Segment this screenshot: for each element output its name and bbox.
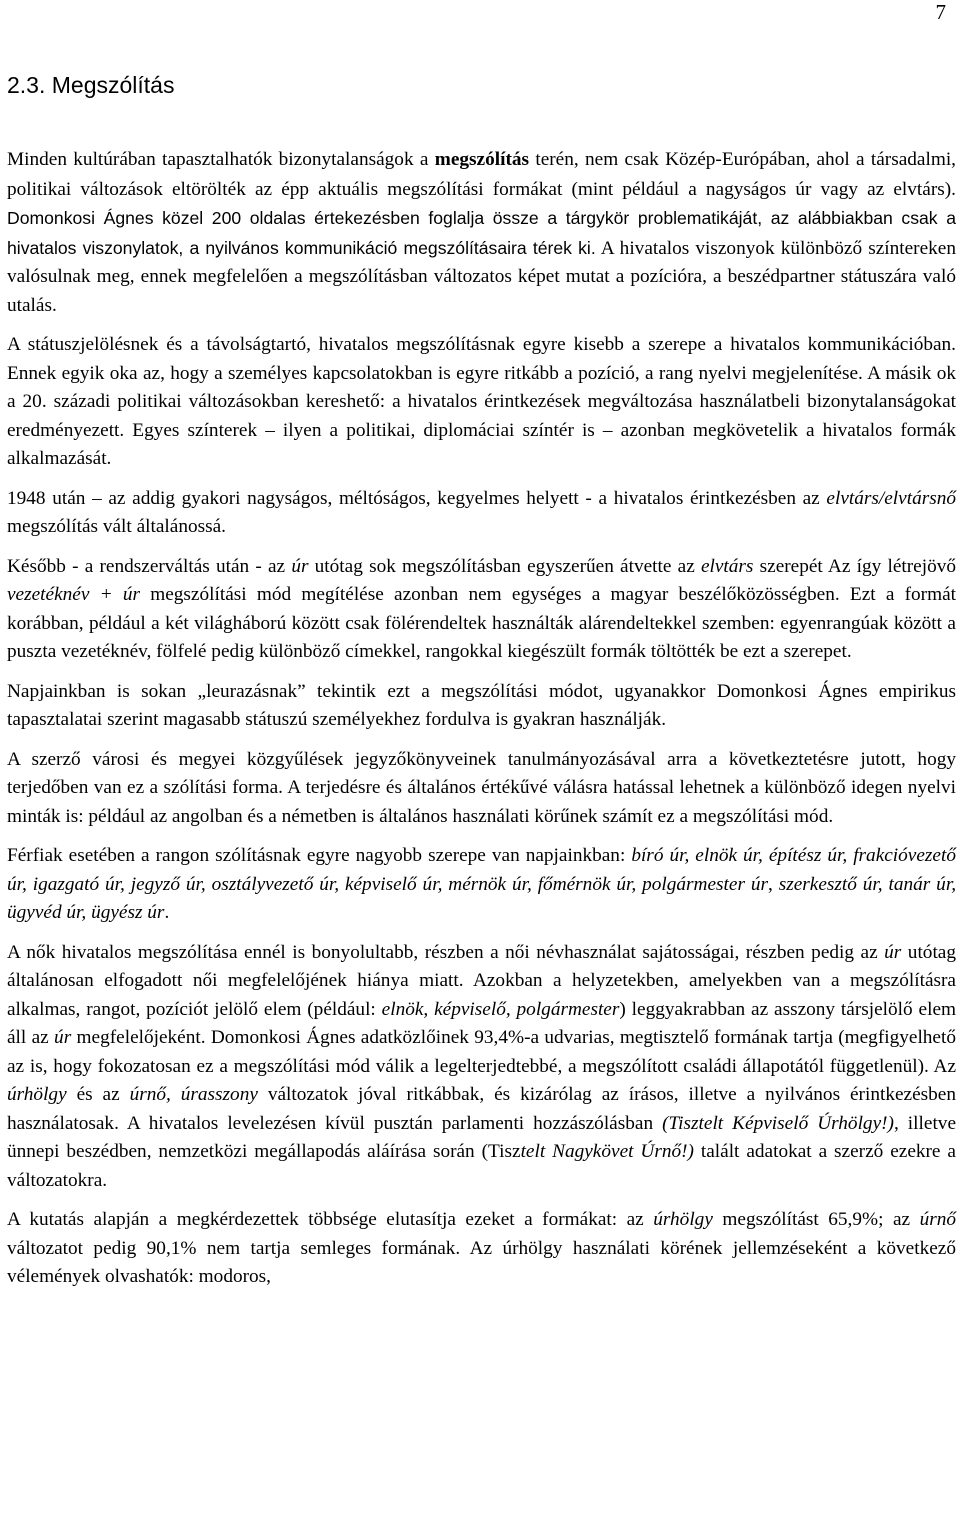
p8-text-g: megfelelőjeként. Domonkosi Ágnes adatközlőinek 93,4%-a udvarias, megtisztelő formának tartja (megfigyelhető az is, hogy fokozatosan ez a megszólítási mód válik a legelterjedtebbé, a megszólított családi állapotától függetlenül). Az	[7, 1027, 956, 1077]
p8-text-i: és az	[66, 1084, 130, 1105]
p9-text-e: változatot pedig 90,1% nem tartja semleges formának. Az úrhölgy használati körének jellemzéseként a következő vélemények olvashatók: modoros,	[7, 1237, 956, 1287]
paragraph-6: A szerző városi és megyei közgyűlések jegyzőkönyveinek tanulmányozásával arra a következtetésre jutott, hogy terjedőben van ez a szólítási forma. A terjedésre és általános értékűvé válásra hatással lehetnek a különböző idegen nyelvi minták is: például az angolban és a németben is általános használati körűnek számít ez a megszólítási mód.	[7, 748, 956, 827]
p8-text-m: , illetve ünnepi beszédben, nemzetközi megállapodás aláírása során (Tisz	[7, 1112, 956, 1162]
p9-italic-urno: úrnő	[919, 1209, 956, 1230]
p8-italic-urholgy: úrhölgy	[7, 1084, 67, 1105]
p4-italic-ur: úr	[291, 555, 309, 577]
p9-text-c: megszólítást 65,9%; az	[712, 1209, 920, 1230]
p8-italic-ur-1: úr	[884, 941, 902, 963]
paragraph-9	[7, 1206, 956, 1292]
p7-italic-titles-2: szerkesztő úr, tanár úr, ügyvéd úr, ügyész úr	[7, 873, 957, 923]
page-number: 7	[935, 0, 946, 24]
p8-text-o: talált adatokat a szerző ezekre a változatokra.	[7, 1141, 956, 1191]
p8-italic-quote-2: telt Nagykövet Úrnő!)	[520, 1141, 694, 1162]
p4-text-e: szerepét Az így létrejövő	[753, 555, 956, 577]
p1-text-d: Domonkosi Ágnes közel 200 oldalas értekezésben foglalja össze a tárgykör problematikáját, az alábbiakban csak a hivatalos viszonylatok, a nyilvános kommunikáció megszólításaira térek ki.	[7, 208, 956, 258]
paragraph-5: Napjainkban is sokan „leurazásnak” tekintik ezt a megszólítási módot, ugyanakkor Domonkosi Ágnes empirikus tapasztalatai szerint magasabb státuszú személyekhez fordulva is gyakran használják.	[7, 680, 956, 730]
p8-italic-quote-1: (Tisztelt Képviselő Úrhölgy!)	[662, 1112, 894, 1134]
p7-text-e: .	[164, 902, 170, 923]
p8-italic-ur-2: úr	[54, 1027, 72, 1048]
p4-italic-elvtars: elvtárs	[700, 555, 754, 577]
p7-italic-titles-1: bíró úr, elnök úr, építész úr, frakcióvezető úr, igazgató úr, jegyző úr, osztályvezető úr, képviselő úr, mérnök úr, főmérnök úr, polgármester úr	[7, 845, 956, 895]
p3-text-a: 1948 után – az addig gyakori nagyságos, méltóságos, kegyelmes helyett - a hivatalos érintkezésben az	[7, 487, 827, 509]
paragraph-3	[7, 485, 956, 542]
p3-text-c: megszólítás vált általánossá.	[7, 516, 226, 537]
document-body	[7, 146, 956, 1303]
p1-text-c: terén, nem csak Közép-Európában, ahol a társadalmi, politikai változások eltörölték az épp aktuális megszólítási formákat (mint például a nagyságos úr vagy az elvtárs).	[7, 149, 957, 200]
p7-text-c: ,	[768, 873, 779, 895]
paragraph-7	[7, 842, 956, 928]
p8-text-e: ) leggyakrabban az asszony társjelölő elem áll az	[7, 998, 957, 1048]
p8-text-c: utótag általánosan elfogadott női megfelelőjének hiánya miatt. Azokban a helyzetekben, amelyekben van a megszólításra alkalmas, rangot, pozíciót jelölő elem (például:	[7, 941, 956, 1020]
p4-text-c: utótag sok megszólításban egyszerűen átvette az	[308, 555, 701, 577]
paragraph-4	[7, 553, 956, 667]
p8-italic-urno: úrnő, úrasszony	[129, 1084, 258, 1105]
paragraph-8	[7, 939, 956, 1196]
p9-text-a: A kutatás alapján a megkérdezettek többsége elutasítja ezeket a formákat: az	[7, 1209, 654, 1230]
p9-italic-urholgy: úrhölgy	[653, 1209, 713, 1230]
p1-bold-term: megszólítás	[434, 149, 530, 170]
p3-italic-term: elvtárs/elvtársnő	[826, 487, 956, 509]
p4-text-a: Később - a rendszerváltás után - az	[7, 555, 292, 577]
p4-text-g: megszólítási mód megítélése azonban nem egységes a magyar beszélőközösségben. Ezt a formát korábban, például a két világháború között csak fölérendeltek használták alárendeltekkel szemben: egyenrangúak között a puszta vezetéknév, fölfelé pedig különböző címekkel, rangokkal kiegészült formák töltötték be ezt a szerepet.	[7, 584, 957, 662]
paragraph-2: A státuszjelölésnek és a távolságtartó, hivatalos megszólításnak egyre kisebb a szerepe a hivatalos kommunikációban. Ennek egyik oka az, hogy a személyes kapcsolatokban is egyre ritkább a pozíció, a rang nyelvi megjelenítése. A másik ok a 20. századi politikai változásokban kereshető: a hivatalos érintkezések megváltozása használatbeli bizonytalanságokat eredményezett. Egyes színterek – ilyen a politikai, diplomáciai színtér is – azonban megkövetelik a hivatalos formák alkalmazását.	[7, 334, 956, 469]
p8-text-k: változatok jóval ritkábbak, és kizárólag az írásos, illetve a nyilvános érintkezésben használatosak. A hivatalos levelezésen kívül pusztán parlamenti hozzászólásban	[7, 1084, 956, 1134]
p8-text-a: A nők hivatalos megszólítása ennél is bonyolultabb, részben a női névhasználat sajátosságai, részben pedig az	[7, 941, 885, 963]
p7-text-a: Férfiak esetében a rangon szólításnak egyre nagyobb szerepe van napjainkban:	[7, 845, 632, 866]
paragraph-1	[7, 146, 956, 320]
p1-text-e: A hivatalos viszonyok különböző színtereken valósulnak meg, ennek megfelelően a megszólításban változatos képet mutat a pozícióra, a beszédpartner státuszára való utalás.	[7, 237, 956, 316]
p1-text-a: Minden kultúrában tapasztalhatók bizonytalanságok a	[7, 149, 435, 170]
p8-italic-ranks: elnök, képviselő, polgármester	[381, 998, 620, 1020]
p4-italic-vezeteknev: vezetéknév + úr	[7, 584, 141, 605]
section-heading: 2.3. Megszólítás	[7, 72, 175, 98]
